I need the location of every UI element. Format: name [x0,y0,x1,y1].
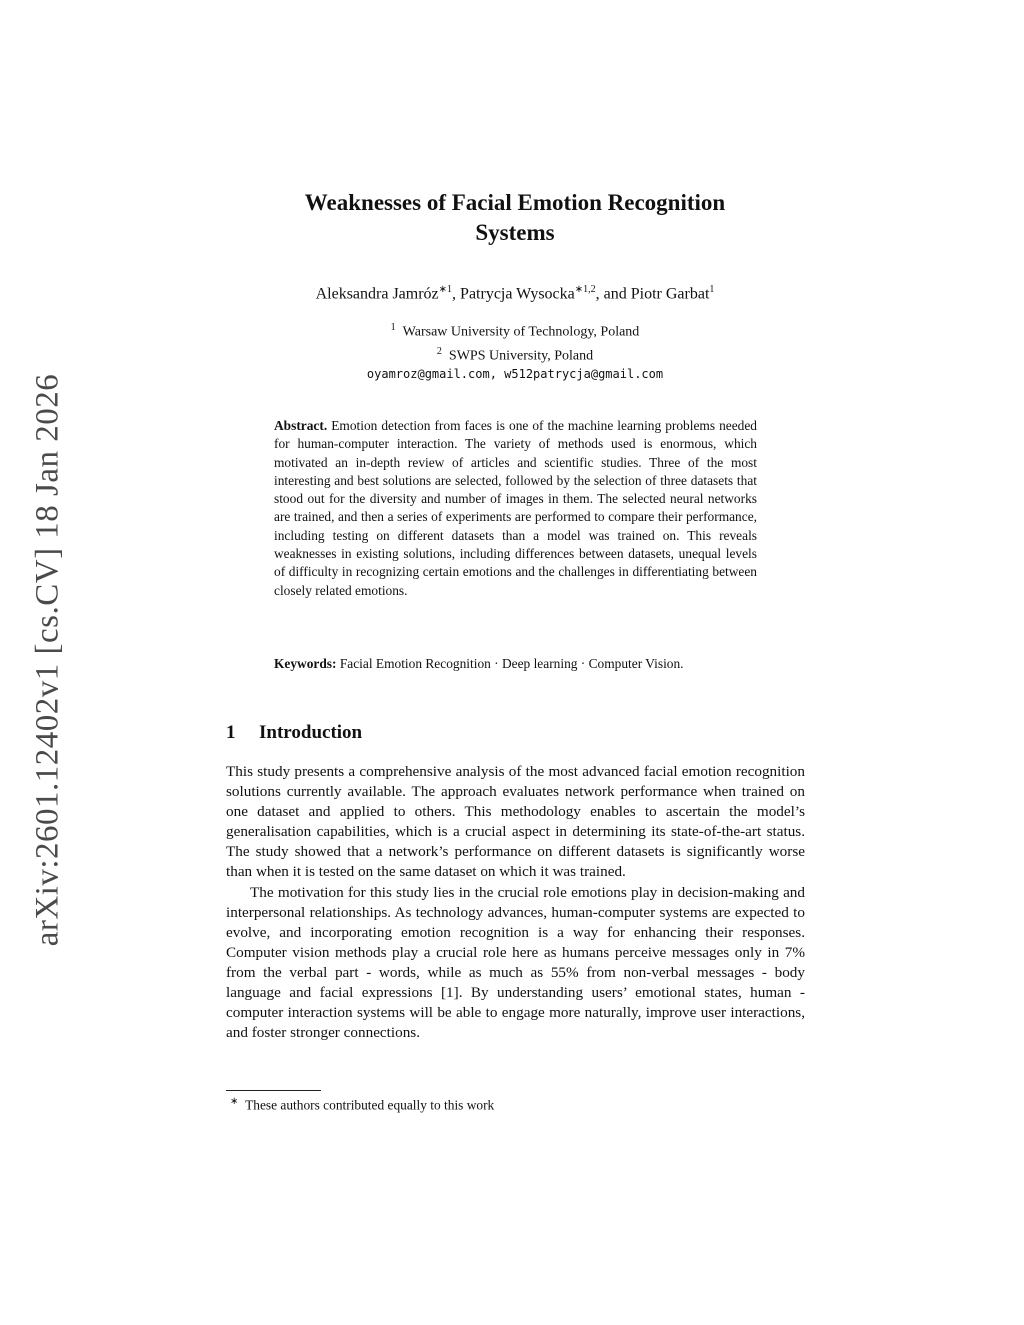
footnote-text: These authors contributed equally to this work [245,1097,495,1113]
author-list [230,284,800,303]
paragraph: This study presents a comprehensive analysis of the most advanced facial emotion recognition solutions currently available. The approach evaluates network performance when trained on one dataset and applied to others. This methodology enables to ascertain the model’s generalisation capabilities, which is a crucial aspect in determining its state-of-the-art status. The study showed that a network’s performance on different datasets is significantly worse than when it is tested on the same dataset on which it was trained. [226,763,805,881]
title-line-1: Weaknesses of Facial Emotion Recognition [304,190,726,215]
author-mark: ∗1 [438,284,453,295]
author-emails: oyamroz@gmail.com, w512patrycja@gmail.com [366,367,664,382]
affiliation-text: SWPS University, Poland [448,348,594,364]
author-separator: , [452,285,461,303]
affiliations [230,318,800,384]
affiliation-mark: 2 [436,345,442,357]
section-number: 1 [226,722,236,743]
affiliation-2 [230,342,800,366]
section-heading [226,722,362,744]
section-title: Introduction [259,722,363,743]
keywords [274,655,757,673]
author-mark: 1 [709,284,715,295]
author-name: Piotr Garbat [630,285,710,303]
abstract-label: Abstract. [274,418,328,433]
author-separator: , and [595,285,631,303]
author-mark: ∗1,2 [574,284,596,295]
title-line-2: Systems [475,220,555,245]
paper-title [230,188,800,248]
abstract-text: Emotion detection from faces is one of the machine learning problems needed for human-computer interaction. The variety of methods used is enormous, which motivated an in-depth review of articles and scientific studies. Three of the most interesting and best solutions are selected, followed by the selection of three datasets that stood out for the diversity and number of images in them. The selected neural networks are trained, and then a series of experiments are performed to compare their performance, including testing on different datasets than a model was trained on. This reveals weaknesses in existing solutions, including differences between datasets, unequal levels of difficulty in recognizing certain emotions and the challenges in differentiating between closely related emotions. [274,418,757,598]
affiliation-mark: 1 [390,322,396,333]
author-name: Aleksandra Jamróz [315,285,439,303]
paragraph: The motivation for this study lies in the crucial role emotions play in decision-making and interpersonal relationships. As technology advances, human-computer systems are expected to evolve, and incorporating emotion recognition is a way for enhancing their responses. Computer vision methods play a crucial role here as humans perceive messages only in 7% from the verbal part - words, while as much as 55% from non-verbal messages - body language and facial expressions [1]. By understanding users’ emotional states, human - computer interaction systems will be able to engage more naturally, improve user interactions, and foster stronger connections. [226,883,805,1042]
section-body [226,762,805,1043]
footnote [230,1096,494,1113]
author-name: Patrycja Wysocka [460,285,575,303]
affiliation-1 [230,318,800,342]
footnote-rule [226,1090,321,1091]
keywords-text: Facial Emotion Recognition · Deep learning · Computer Vision. [339,656,684,671]
affiliation-text: Warsaw University of Technology, Poland [402,324,640,340]
footnote-mark: ∗ [230,1096,239,1107]
arxiv-identifier: arXiv:2601.12402v1 [cs.CV] 18 Jan 2026 [29,373,66,947]
keywords-label: Keywords: [274,656,337,671]
abstract [274,417,757,600]
